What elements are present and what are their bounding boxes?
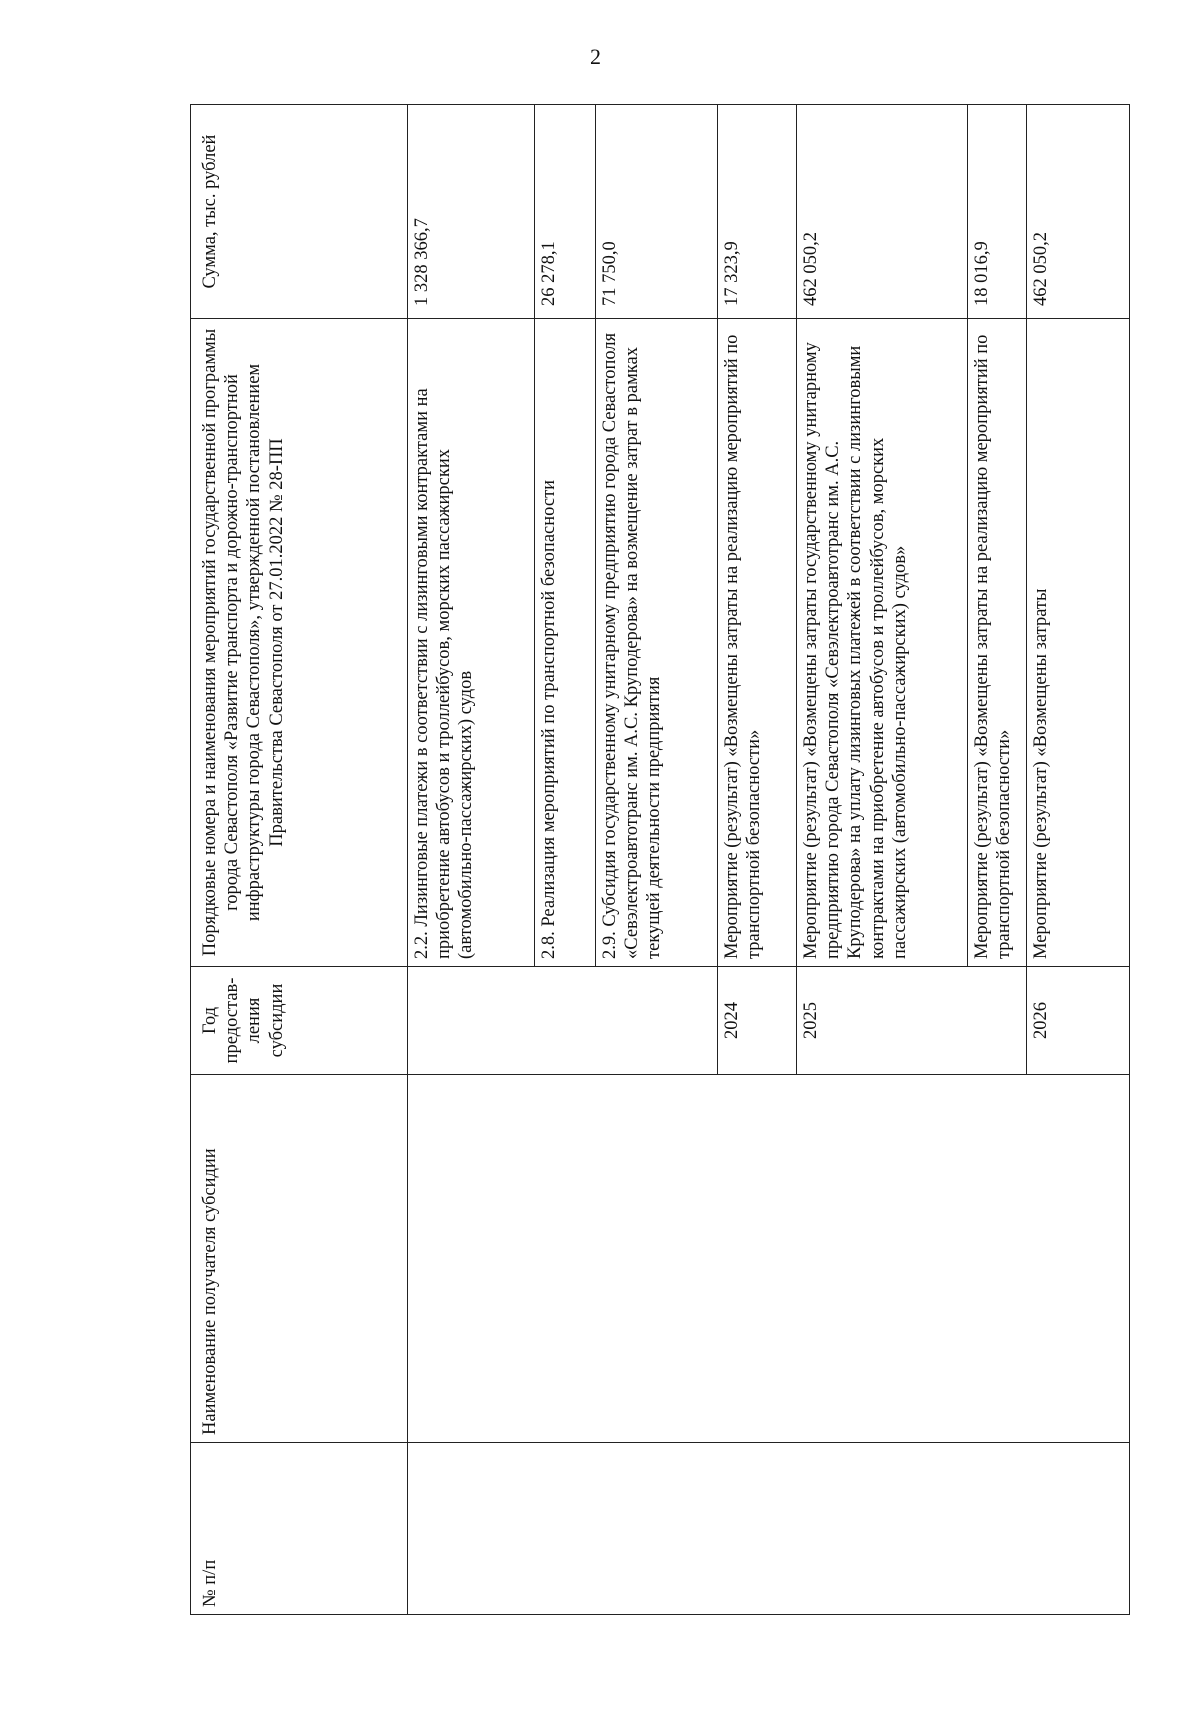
header-recipient: Наименование получателя субсидии [191,1075,408,1443]
cell-year: 2024 [718,967,797,1075]
rotated-table-container [190,105,1130,1615]
subsidy-table [190,104,1130,1615]
cell-recipient [408,1075,1130,1443]
cell-num [408,1443,1130,1615]
header-sum: Сумма, тыс. рублей [191,105,408,319]
cell-sum: 17 323,9 [718,105,797,319]
header-measures: Порядковые номера и наименования мероприятий государственной программы города Севастополя «Развитие транспорта и дорожно-транспортной инфраструктуры города Севастополя», утвержденной постановлением Правительства Севастополя от 27.01.2022 № 28-ПП [191,319,408,967]
cell-year: 2026 [1027,967,1130,1075]
table-row [408,105,535,1615]
cell-measure: 2.9. Субсидия государственному унитарному предприятию города Севастополя «Севэлектроавтотранс им. А.С. Круподерова» на возмещение затрат в рамках текущей деятельности предприятия [596,319,718,967]
cell-sum: 462 050,2 [1027,105,1130,319]
cell-sum: 1 328 366,7 [408,105,535,319]
header-year: Год предостав-ления субсидии [191,967,408,1075]
cell-measure: 2.2. Лизинговые платежи в соответствии с лизинговыми контрактами на приобретение автобусов и троллейбусов, морских пассажирских (автомобильно-пассажирских) судов [408,319,535,967]
cell-sum: 71 750,0 [596,105,718,319]
cell-measure: Мероприятие (результат) «Возмещены затраты государственному унитарному предприятию города Севастополя «Севэлектроавтотранс им. А.С. Круподерова» на уплату лизинговых платежей в соответствии с лизинговыми контрактами на приобретение автобусов и троллейбусов, морских пассажирских (автомобильно-пассажирских) судов» [797,319,968,967]
cell-measure: Мероприятие (результат) «Возмещены затраты [1027,319,1130,967]
header-num: № п/п [191,1443,408,1615]
cell-year: 2025 [797,967,1027,1075]
page-number: 2 [590,44,601,69]
cell-sum: 462 050,2 [797,105,968,319]
cell-measure: Мероприятие (результат) «Возмещены затраты на реализацию мероприятий по транспортной безопасности» [718,319,797,967]
cell-sum: 26 278,1 [535,105,596,319]
table-header-row [191,105,408,1615]
cell-measure: 2.8. Реализация мероприятий по транспортной безопасности [535,319,596,967]
cell-sum: 18 016,9 [968,105,1027,319]
cell-measure: Мероприятие (результат) «Возмещены затраты на реализацию мероприятий по транспортной безопасности» [968,319,1027,967]
cell-year [408,967,718,1075]
